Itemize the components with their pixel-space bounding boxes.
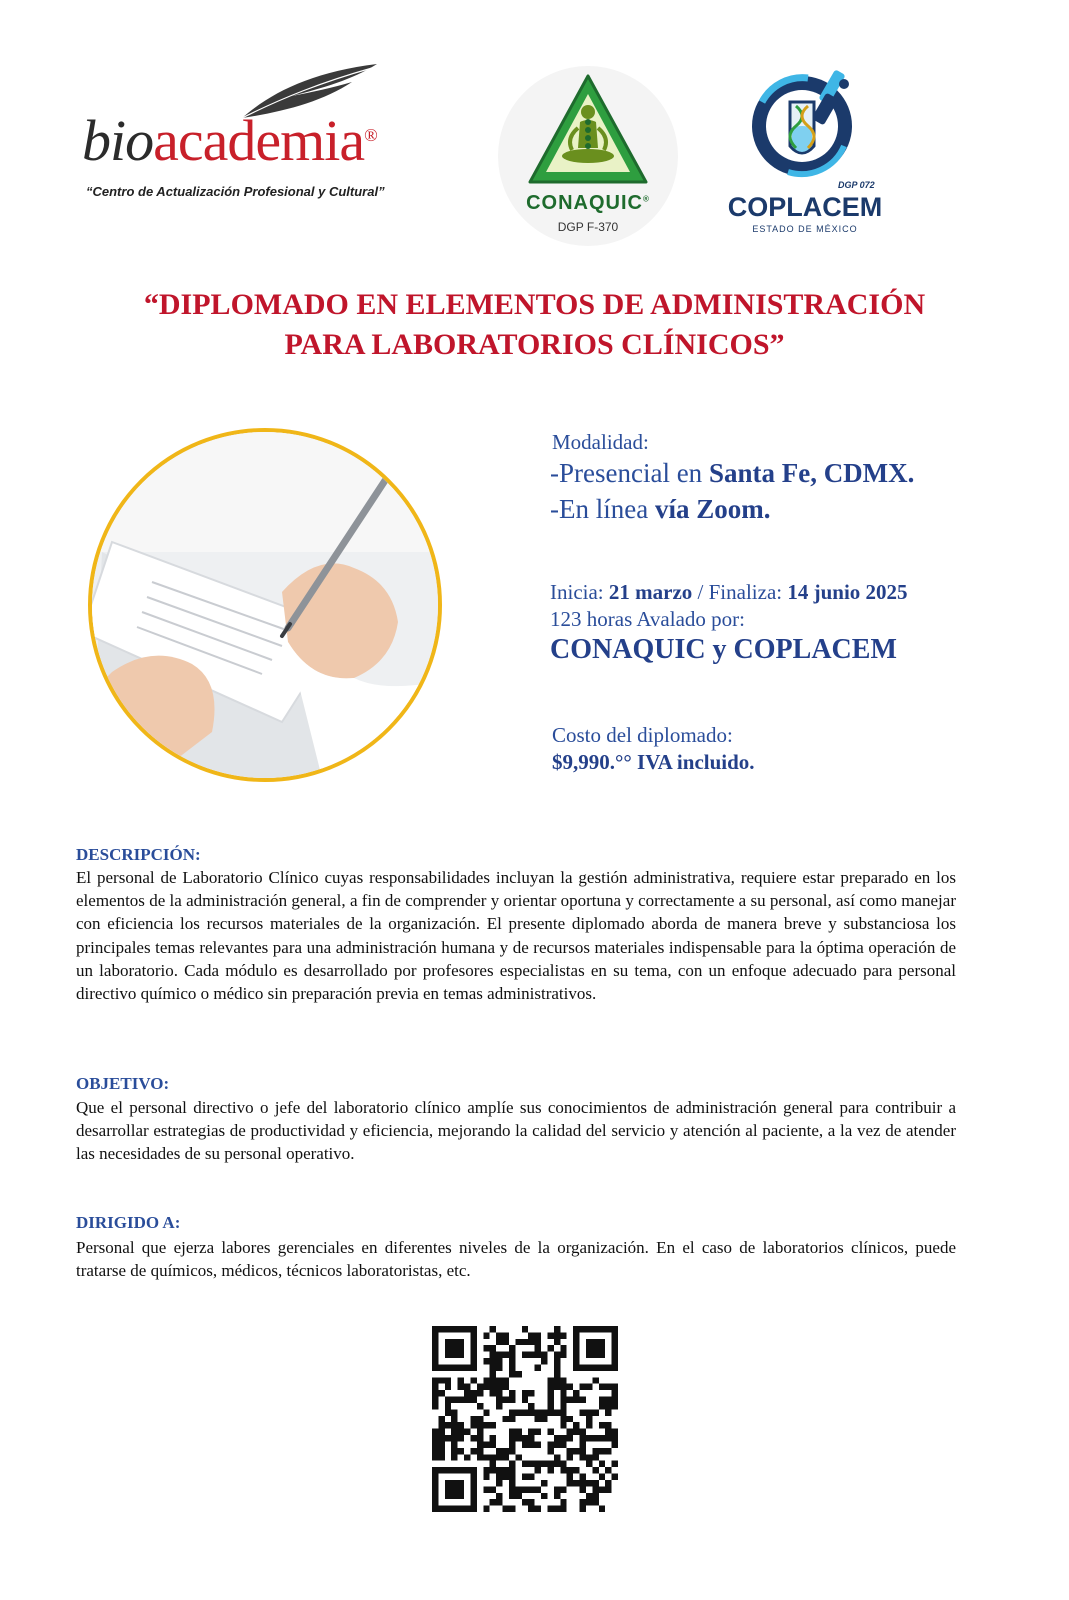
dirigido-body: Personal que ejerza labores gerenciales en diferentes niveles de la organización. En el caso de laboratorios clínicos, puede tratarse de químicos, médicos, técnicos laboratoristas, etc. <box>76 1238 956 1281</box>
microscope-dna-icon <box>748 62 868 184</box>
bioacademia-logo <box>82 62 442 212</box>
finaliza-value: 14 junio 2025 <box>787 580 908 604</box>
linea-prefix: -En línea <box>550 494 655 524</box>
inicia-value: 21 marzo <box>608 580 693 604</box>
conaquic-name: CONAQUIC <box>526 192 643 214</box>
page-title <box>60 285 1009 365</box>
presencial-prefix: -Presencial en <box>550 458 709 488</box>
descripcion-body: El personal de Laboratorio Clínico cuyas responsabilidades incluyan la gestión administrativa, requiere estar preparado en los elementos de la administración general, a fin de comprender y orientar oportuna y correctamente a su personal, así como manejar con eficiencia los recursos materiales de la organización. El presente diplomado aborda de manera breve y substanciosa los principales temas relevantes para una administración humana y de recursos materiales indispensable para la óptima operación de un laboratorio. Cada módulo es desarrollado por profesores especialistas en su tema, con un enfoque adecuado para personal directivo químico o médico sin preparación previa en temas administrativos. <box>76 868 956 1004</box>
registered-mark: ® <box>364 125 377 145</box>
dirigido-heading: DIRIGIDO A: <box>76 1213 181 1232</box>
modalidad-label: Modalidad: <box>552 430 649 454</box>
costo-label: Costo del diplomado: <box>552 723 733 747</box>
conaquic-code: DGP F-370 <box>557 220 619 234</box>
horas-line: 123 horas Avalado por: <box>550 607 745 631</box>
coplacem-name: COPLACEM <box>727 192 883 222</box>
title-line-2: PARA LABORATORIOS CLÍNICOS” <box>284 328 785 361</box>
conaquic-logo <box>498 66 678 246</box>
objetivo-heading: OBJETIVO: <box>76 1074 170 1093</box>
coplacem-dgp: DGP 072 <box>838 180 875 190</box>
bioacademia-word-academia: academia <box>153 108 365 173</box>
modalidad-presencial <box>550 458 914 489</box>
meditation-figure-icon <box>526 72 650 190</box>
writing-hand-photo <box>88 428 442 782</box>
bioacademia-tagline: “Centro de Actualización Profesional y Cultural” <box>86 184 385 199</box>
writing-hand-illustration <box>92 432 438 778</box>
title-line-1: “DIPLOMADO EN ELEMENTOS DE ADMINISTRACIÓN <box>143 288 926 321</box>
inicia-label: Inicia: <box>550 580 609 604</box>
finaliza-label: / Finaliza: <box>692 580 788 604</box>
bioacademia-word-bio: bio <box>82 108 154 173</box>
modalidad-en-linea <box>550 494 770 525</box>
presencial-place: Santa Fe, CDMX. <box>708 458 915 488</box>
registered-mark: ® <box>642 194 650 204</box>
qr-code-icon[interactable] <box>432 1326 618 1512</box>
costo-value: $9,990.°° IVA incluido. <box>552 750 755 774</box>
coplacem-logo <box>720 62 890 242</box>
descripcion-heading: DESCRIPCIÓN: <box>76 845 201 864</box>
coplacem-subtitle: ESTADO DE MÉXICO <box>752 224 858 234</box>
fechas-line <box>550 580 908 605</box>
avalado-por: CONAQUIC y COPLACEM <box>550 634 897 665</box>
linea-platform: vía Zoom. <box>654 494 771 524</box>
objetivo-body: Que el personal directivo o jefe del laboratorio clínico amplíe sus conocimientos de administración general para contribuir a desarrollar estrategias de productividad y eficiencia, mejorando la calidad del servicio y atención al paciente, a la vez de atender las necesidades de su personal operativo. <box>76 1098 956 1164</box>
